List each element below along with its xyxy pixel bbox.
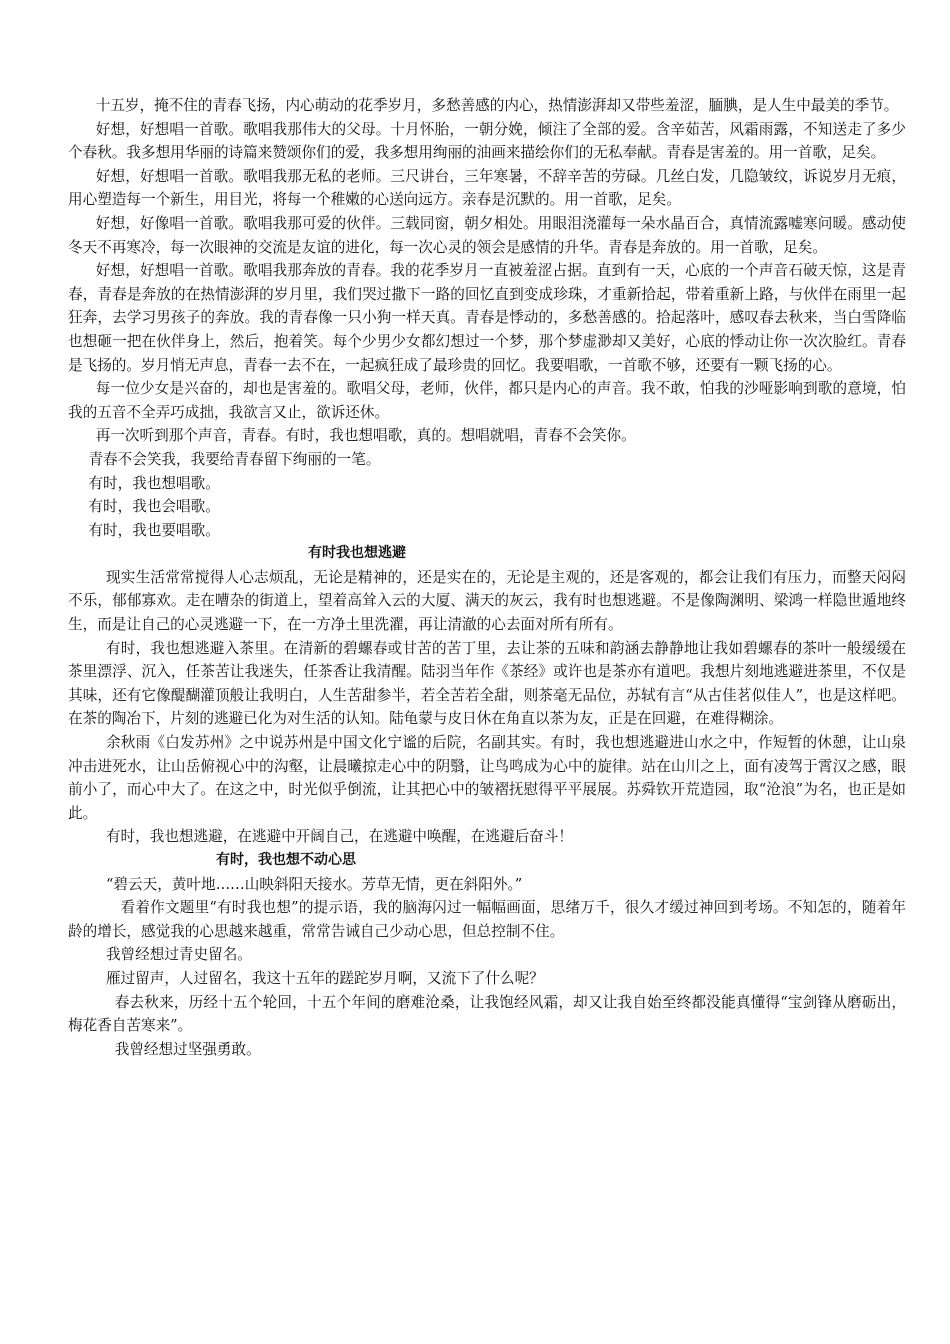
- essay2-title: 有时我也想逃避: [308, 545, 406, 562]
- essay1-paragraph: 好想，好想唱一首歌。歌唱我那无私的老师。三尺讲台，三年寒暑，不辞辛苦的劳碌。几丝白发，几隐皱纹，诉说岁月无痕，用心塑造每一个新生，用目光，将每一个稚嫩的心送向远方。亲春是沉默的。用一首歌，足矣。: [68, 167, 906, 209]
- essay1-line: 有时，我也想唱歌。: [88, 474, 220, 492]
- essay1-line: 有时，我也会唱歌。: [88, 498, 220, 516]
- essay1-line: 有时，我也要唱歌。: [88, 521, 220, 539]
- essay3-paragraph: 我曾经想过青史留名。: [105, 946, 252, 964]
- essay1-paragraph: 好想，好想唱一首歌。歌唱我那奔放的青春。我的花季岁月一直被羞涩占据。直到有一天，心底的一个声音石破天惊，这是青春，青春是奔放的在热情澎湃的岁月里，我们哭过撒下一路的回忆直到变成珍珠，才重新拾起，带着重新上路，与伙伴在雨里一起狂奔，去学习男孩子的奔放。我的青春像一只小狗一样天真。青春是悸动的，多愁善感的。拾起落叶，感叹春去秋来，当白雪降临也想砸一把在伙伴身上，然后，抱着笑。每个少男少女都幻想过一个梦，那个梦虚渺却又美好，心底的悸动让你一次次脸红。青春是飞扬的。岁月悄无声息，青春一去不在，一起疯狂成了最珍贵的回忆。我要唱歌，一首歌不够，还要有一颗飞扬的心。: [68, 262, 906, 374]
- essay1-paragraph: 好想，好像唱一首歌。歌唱我那可爱的伙伴。三载同窗，朝夕相处。用眼泪浇灌每一朵水晶百合，真情流露嘘寒问暖。感动使冬天不再寒冷，每一次眼神的交流是友谊的进化，每一次心灵的领会是感情的升华。青春是奔放的。用一首歌，足矣。: [68, 214, 906, 256]
- essay2-paragraph: 余秋雨《白发苏州》之中说苏州是中国文化宁谧的后院，名副其实。有时，我也想逃避进山水之中，作短暂的休憩，让山泉冲击进死水，让山岳俯视心中的沟壑，让晨曦掠走心中的阴翳，让鸟鸣成为心中的旋律。站在山川之上，面有凌驾于霄汉之感，眼前小了，而心中大了。在这之中，时光似乎倒流，让其把心中的皱褶抚慰得平平展展。苏舜钦开荒造园，取“沧浪”为名，也正是如此。: [68, 734, 906, 822]
- essay3-paragraph: 雁过留声，人过留名，我这十五年的蹉跎岁月啊，又流下了什么呢？: [105, 969, 544, 987]
- essay3-paragraph: 看着作文题里“有时我也想”的提示语，我的脑海闪过一幅幅画面，思绪万千，很久才缓过神回到考场。不知怎的，随着年龄的增长，感觉我的心思越来越重，常常告诫自己少动心思，但总控制不住。: [68, 899, 906, 940]
- essay1-paragraph: 每一位少女是兴奋的，却也是害羞的。歌唱父母，老师，伙伴，都只是内心的声音。我不敢，怕我的沙哑影响到歌的意境，怕我的五音不全弄巧成拙，我欲言又止，欲诉还休。: [68, 380, 906, 421]
- essay1-paragraph: 好想，好想唱一首歌。歌唱我那伟大的父母。十月怀胎，一朝分娩，倾注了全部的爱。含辛茹苦，风霜雨露，不知送走了多少个春秋。我多想用华丽的诗篇来赞颂你们的爱，我多想用绚丽的油画来描绘你们的无私奉献。青春是害羞的。用一首歌，足矣。: [68, 120, 906, 162]
- essay2-paragraph: 有时，我也想逃避入茶里。在清新的碧螺春或甘苦的苦丁里，去让茶的五味和韵涵去静静地让我如碧螺春的茶叶一般缓缓在茶里漂浮、沉入，任茶苦让我迷失，任茶香让我清醒。陆羽当年作《茶经》或许也是茶亦有道吧。我想片刻地逃避进茶里，不仅是其味，还有它像醍醐灌顶般让我明白，人生苦甜参半，若全苦若全甜，则茶毫无品位，苏轼有言“从古佳茗似佳人”，也是这样吧。在茶的陶冶下，片刻的逃避已化为对生活的认知。陆龟蒙与皮日休在角直以茶为友，正是在回避，在难得糊涂。: [68, 639, 906, 728]
- essay3-paragraph: 我曾经想过坚强勇敢。: [114, 1040, 261, 1058]
- essay1-line: 青春不会笑我，我要给青春留下绚丽的一笔。: [88, 450, 381, 468]
- essay2-paragraph: 有时，我也想逃避，在逃避中开阔自己，在逃避中唤醒，在逃避后奋斗！: [105, 828, 573, 846]
- essay1-paragraph: 十五岁，掩不住的青春飞扬，内心萌动的花季岁月，多愁善感的内心，热情澎湃却又带些羞涩，腼腆，是人生中最美的季节。: [95, 97, 899, 114]
- essay2-paragraph: 现实生活常常搅得人心志烦乱，无论是精神的，还是实在的，无论是主观的，还是客观的，都会让我们有压力，而整天闷闷不乐，郁郁寡欢。走在嘈杂的街道上，望着高耸入云的大厦、满天的灰云，我有时也想逃避。不是像陶渊明、梁鸿一样隐世遁地终生，而是让自己的心灵逃避一下，在一方净土里洗濯，再让清澈的心去面对所有所有。: [68, 568, 906, 634]
- essay3-paragraph: 春去秋来，历经十五个轮回，十五个年间的磨难沧桑，让我饱经风霜，却又让我自始至终都没能真懂得“宝剑锋从磨砺出，梅花香自苦寒来”。: [68, 993, 906, 1035]
- essay3-quote: “碧云天，黄叶地……山映斜阳天接水。芳草无情，更在斜阳外。”: [105, 875, 523, 893]
- essay3-title: 有时，我也想不动心思: [216, 852, 356, 868]
- essay1-paragraph: 再一次听到那个声音，青春。有时，我也想唱歌，真的。想唱就唱，青春不会笑你。: [95, 427, 636, 445]
